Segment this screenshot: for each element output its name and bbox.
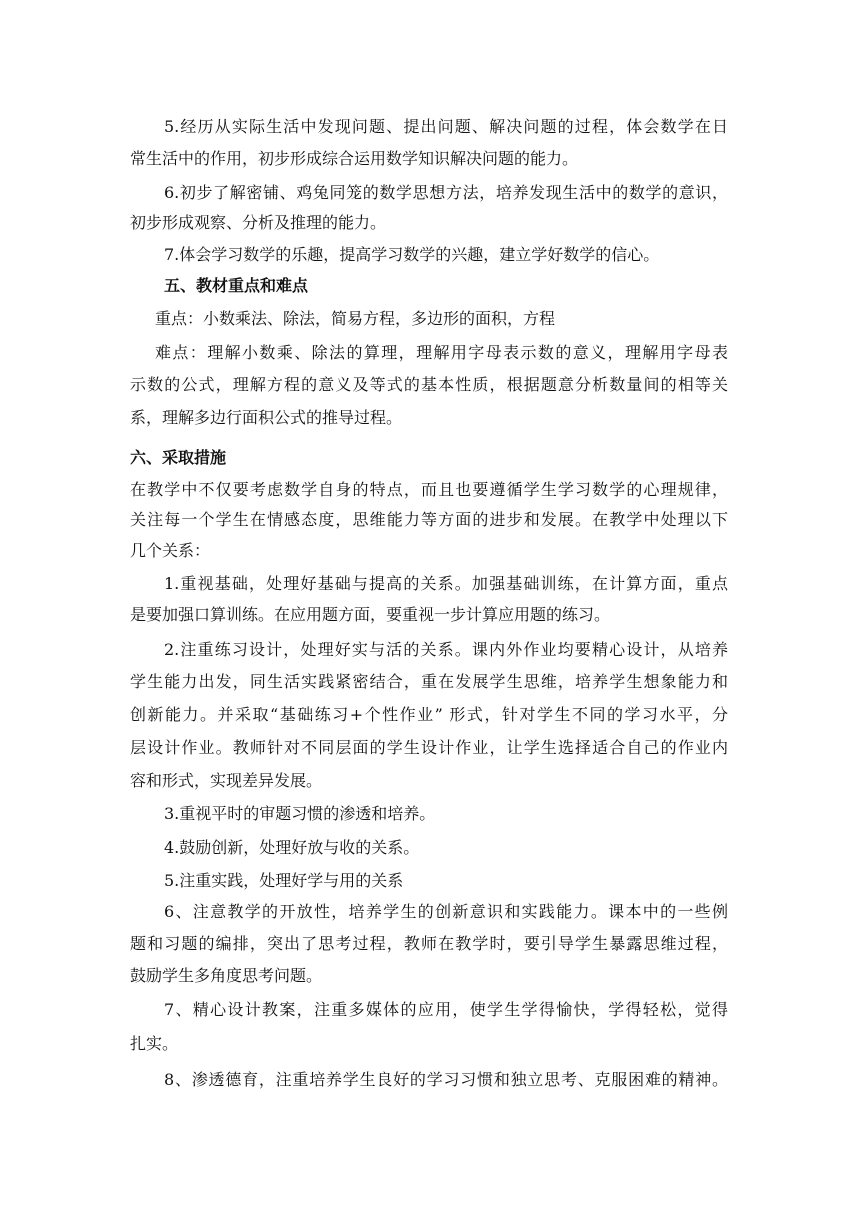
measures-intro-line-1: 在教学中不仅要考虑数学自身的特点，而且也要遵循学生学习数学的心理规律， [130,480,728,499]
measure-2-line-2: 学生能力出发，同生活实践紧密结合，重在发展学生思维，培养学生想象能力和 [130,672,728,691]
measure-3: 3.重视平时的审题习惯的渗透和培养。 [164,804,436,823]
measure-1-line-1: 1.重视基础，处理好基础与提高的关系。加强基础训练，在计算方面，重点 [164,574,728,593]
difficulties-line-2: 示数的公式，理解方程的意义及等式的基本性质，根据题意分析数量间的相等关 [130,375,728,394]
objective-6-line-1: 6.初步了解密铺、鸡兔同笼的数学思想方法，培养发现生活中的数学的意识， [164,183,728,202]
difficulties-line-3: 系，理解多边行面积公式的推导过程。 [130,408,403,427]
measures-intro-line-3: 几个关系： [130,541,211,560]
difficulties-line-1: 难点：理解小数乘、除法的算理，理解用字母表示数的意义，理解用字母表 [155,343,728,362]
objective-7: 7.体会学习数学的乐趣，提高学习数学的兴趣，建立学好数学的信心。 [164,245,660,264]
section-6-heading: 六、采取措施 [130,448,227,467]
measure-8: 8、渗透德育，注重培养学生良好的学习习惯和独立思考、克服困难的精神。 [164,1070,728,1089]
objective-5-line-1: 5.经历从实际生活中发现问题、提出问题、解决问题的过程，体会数学在日 [164,117,728,136]
measure-4: 4.鼓励创新，处理好放与收的关系。 [164,838,420,857]
key-points: 重点：小数乘法、除法，简易方程，多边形的面积，方程 [155,309,556,328]
measure-1-line-2: 是要加强口算训练。在应用题方面，要重视一步计算应用题的练习。 [130,605,611,624]
measure-2-line-4: 层设计作业。教师针对不同层面的学生设计作业，让学生选择适合自己的作业内 [130,738,728,757]
measure-7-line-2: 扎实。 [130,1034,179,1053]
section-5-heading: 五、教材重点和难点 [164,276,309,295]
measure-5: 5.注重实践，处理好学与用的关系 [164,871,404,890]
measures-intro-line-2: 关注每一个学生在情感态度，思维能力等方面的进步和发展。在教学中处理以下 [130,510,728,529]
objective-5-line-2: 常生活中的作用，初步形成综合运用数学知识解决问题的能力。 [130,149,579,168]
measure-6-line-3: 鼓励学生多角度思考问题。 [130,966,323,985]
measure-2-line-3: 创新能力。并采取“基础练习+个性作业” 形式，针对学生不同的学习水平，分 [130,705,728,724]
measure-6-line-1: 6、注意教学的开放性，培养学生的创新意识和实践能力。课本中的一些例 [164,902,728,921]
measure-2-line-5: 容和形式，实现差异发展。 [130,771,323,790]
objective-6-line-2: 初步形成观察、分析及推理的能力。 [130,213,387,232]
measure-2-line-1: 2.注重练习设计，处理好实与活的关系。课内外作业均要精心设计，从培养 [164,640,728,659]
measure-6-line-2: 题和习题的编排，突出了思考过程，教师在教学时，要引导学生暴露思维过程， [130,934,728,953]
measure-7-line-1: 7、精心设计教案，注重多媒体的应用，使学生学得愉快，学得轻松，觉得 [164,1000,728,1019]
